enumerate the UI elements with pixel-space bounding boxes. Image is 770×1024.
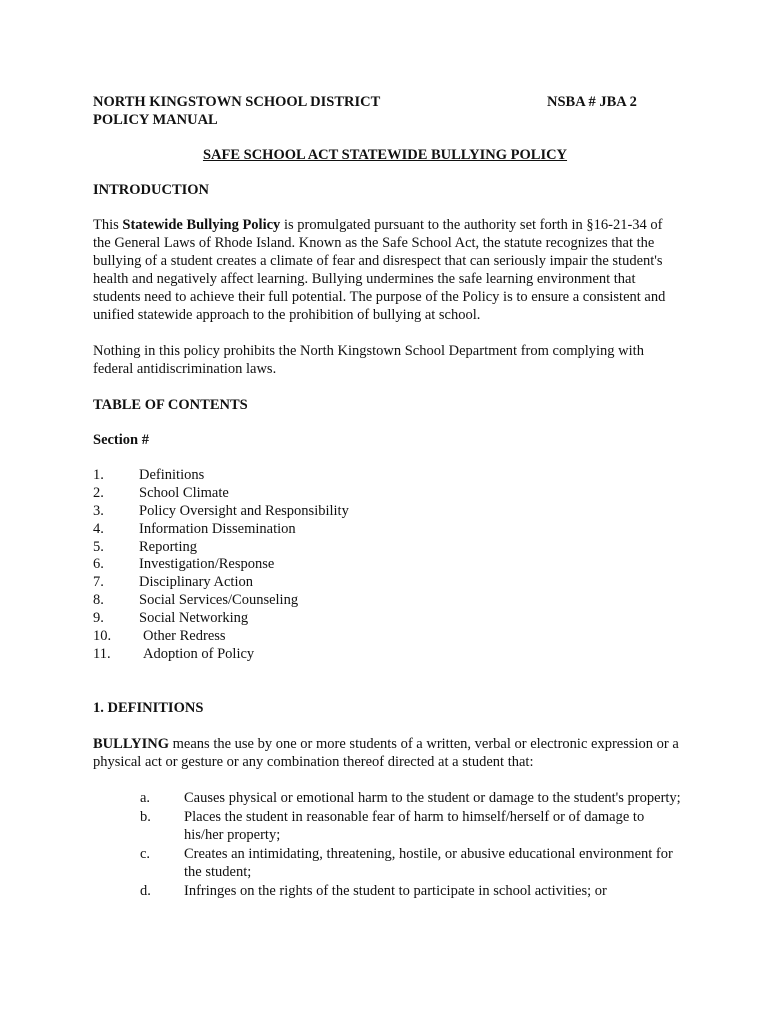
list-item-text: Places the student in reasonable fear of harm to himself/herself or of damage to his/her property; xyxy=(184,809,645,843)
definitions-heading: 1. DEFINITIONS xyxy=(93,700,204,716)
definition-criteria-list xyxy=(136,789,681,901)
toc-item-label: Information Dissemination xyxy=(139,520,296,537)
list-item xyxy=(136,808,681,844)
toc-item-label: Investigation/Response xyxy=(139,556,275,573)
toc-item-number: 5. xyxy=(93,538,104,555)
toc-item-number: 7. xyxy=(93,574,104,591)
list-item xyxy=(136,845,681,881)
toc-item-label: Definitions xyxy=(139,467,205,483)
bullying-text: means the use by one or more students of a written, verbal or electronic expression or a physical act or gesture or any combination thereof directed at a student that: xyxy=(93,736,679,770)
bullying-definition xyxy=(93,735,683,771)
bullying-term: BULLYING xyxy=(93,736,170,752)
list-item-text: Creates an intimidating, threatening, hostile, or abusive educational environment for the student; xyxy=(184,846,673,880)
toc-item-number: 4. xyxy=(93,520,104,537)
toc-item-number: 10. xyxy=(93,628,112,645)
intro-text-start: This xyxy=(93,217,123,233)
toc-item-number: 9. xyxy=(93,610,104,627)
introduction-paragraph xyxy=(93,216,683,324)
toc-item-label: Other Redress xyxy=(143,628,226,645)
toc-item-label: Adoption of Policy xyxy=(143,645,255,662)
list-item-text: Infringes on the rights of the student to participate in school activities; or xyxy=(184,883,607,899)
list-item xyxy=(136,882,681,900)
toc-item-number: 3. xyxy=(93,502,104,519)
toc-heading: TABLE OF CONTENTS xyxy=(93,397,248,413)
document-title: SAFE SCHOOL ACT STATEWIDE BULLYING POLICY xyxy=(202,147,568,163)
toc-item-number: 8. xyxy=(93,592,104,609)
district-name: NORTH KINGSTOWN SCHOOL DISTRICT xyxy=(93,94,381,110)
toc-item-label: School Climate xyxy=(139,484,229,501)
list-item-letter: c. xyxy=(140,846,151,862)
toc-item-number: 1. xyxy=(93,467,104,483)
list-item-letter: a. xyxy=(140,790,151,806)
toc-item-number: 11. xyxy=(93,645,111,662)
manual-name: POLICY MANUAL xyxy=(93,112,218,128)
policy-name: Statewide Bullying Policy xyxy=(122,217,281,233)
list-item-letter: b. xyxy=(140,809,151,825)
introduction-heading: INTRODUCTION xyxy=(93,182,210,198)
toc-item-number: 2. xyxy=(93,484,104,501)
toc-section-label: Section # xyxy=(93,432,149,448)
toc-item-label: Reporting xyxy=(139,538,197,555)
list-item xyxy=(136,789,681,807)
toc-item-label: Social Services/Counseling xyxy=(139,592,299,609)
list-item-letter: d. xyxy=(140,883,151,899)
list-item-text: Causes physical or emotional harm to the student or damage to the student's property; xyxy=(184,790,681,806)
toc-item-label: Disciplinary Action xyxy=(139,574,253,591)
toc-item-label: Policy Oversight and Responsibility xyxy=(139,502,349,519)
toc-item-number: 6. xyxy=(93,556,104,573)
policy-code: NSBA # JBA 2 xyxy=(547,94,637,110)
intro-text-rest: is promulgated pursuant to the authority set forth in §16-21-34 of the General Laws of Rhode Island. Known as the Safe School Act, the statute recognizes that the bullying of a student creates a climate of fear and disrespect that can seriously impair the student's health and negatively affect learning. Bullying undermines the safe learning environment that students need to achieve their full potential. The purpose of the Policy is to ensure a consistent and unified statewide approach to the prohibition of bullying at school. xyxy=(93,217,666,323)
header-district-block xyxy=(93,93,380,129)
toc-item-label: Social Networking xyxy=(139,610,249,627)
antidiscrimination-paragraph: Nothing in this policy prohibits the North Kingstown School Department from complying with federal antidiscrimination laws. xyxy=(93,343,644,377)
